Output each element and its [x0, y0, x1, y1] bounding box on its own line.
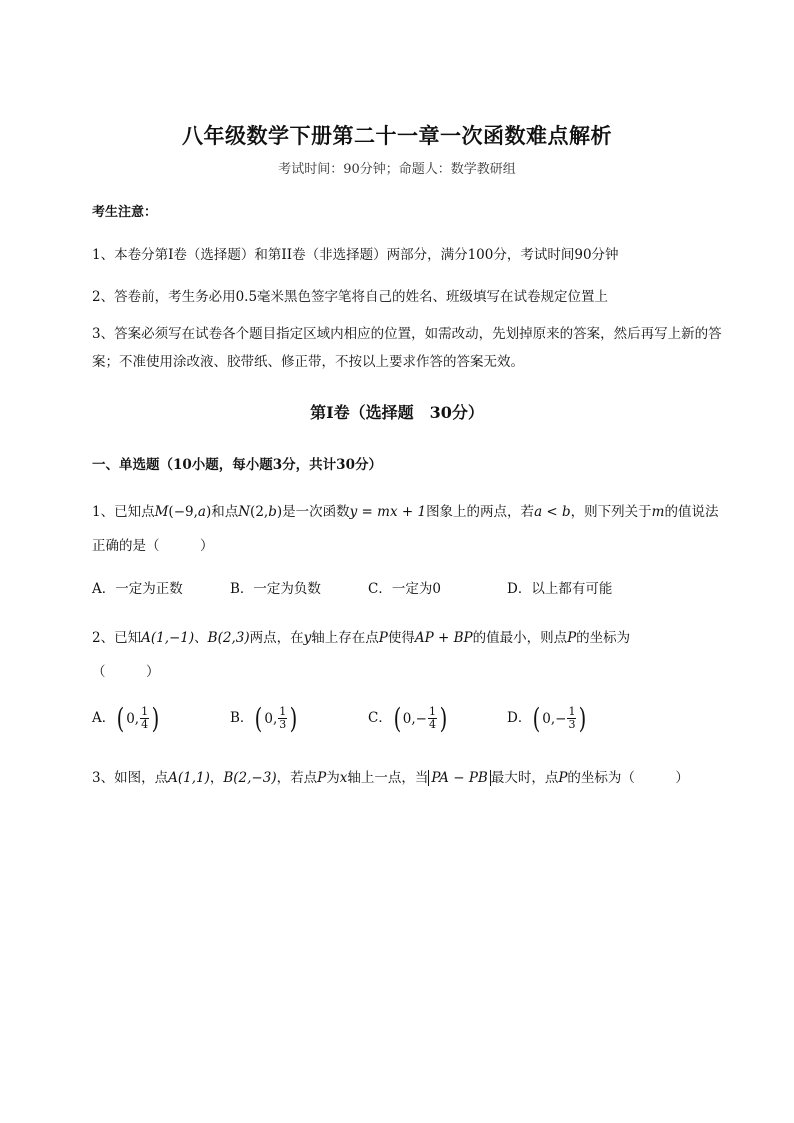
q1-option-d: D．以上都有可能	[507, 581, 613, 597]
note-item-2: 2、答卷前，考生务必用0.5毫米黑色签字笔将自己的姓名、班级填写在试卷规定位置上	[92, 289, 609, 305]
q3-point-b: B(2,−3)	[223, 770, 277, 786]
question-1-line-2: 正确的是（ ）	[92, 538, 214, 554]
option-lead: 0,	[264, 710, 278, 727]
q1-text: 的值说法	[664, 504, 719, 520]
q3-point-p: P	[317, 770, 327, 786]
q1-coord: (−9,	[168, 504, 198, 520]
q3-text: 的坐标为（ ）	[567, 770, 689, 786]
option-label: A．	[92, 710, 116, 726]
fraction: $\frac{1}{3}$	[568, 705, 576, 731]
q1-function: y = mx + 1	[349, 504, 427, 520]
notes-title: 考生注意：	[92, 205, 158, 220]
q1-var-a: a	[197, 504, 206, 520]
option-lead: 0,−	[402, 710, 427, 727]
q1-option-b: B．一定为负数	[230, 581, 321, 597]
q3-text: ，	[209, 770, 224, 786]
q3-text: 最大时，点	[490, 770, 559, 786]
note-item-1: 1、本卷分第I卷（选择题）和第II卷（非选择题）两部分，满分100分，考试时间90分钟	[92, 247, 619, 263]
q2-text: 的值最小，则点	[472, 630, 568, 646]
option-label: B．	[230, 710, 254, 726]
part-title: 一、单选题（10小题，每小题3分，共计30分）	[92, 457, 382, 473]
q1-text: 是一次函数	[282, 504, 350, 520]
q3-text: 为	[326, 770, 340, 786]
question-2-line-2: （ ）	[92, 664, 160, 680]
question-2-line-1	[92, 626, 630, 646]
q2-text: 轴上存在点	[311, 630, 379, 646]
q3-point-a: A(1,1)	[168, 770, 210, 786]
q2-point-b: B(2,3)	[207, 630, 250, 646]
q1-coord: )	[276, 504, 283, 520]
q3-text: 3、如图，点	[92, 770, 169, 786]
q3-text: ，若点	[276, 770, 318, 786]
q1-inequality: a < b	[534, 504, 571, 520]
option-label: D．	[507, 710, 532, 726]
q2-option-c: C． ( 0,− $\frac{1}{4}$ )	[368, 702, 448, 735]
q2-expression: AP + BP	[414, 630, 473, 646]
q1-text: ，则下列关于	[570, 504, 652, 520]
q3-point-p: P	[558, 770, 568, 786]
q1-point-m: M	[154, 504, 169, 520]
q1-text: 和点	[211, 504, 239, 520]
q2-point-a: A(1,−1)	[141, 630, 195, 646]
q2-option-b: B． ( 0, $\frac{1}{3}$ )	[230, 702, 298, 735]
page-title: 八年级数学下册第二十一章一次函数难点解析	[182, 123, 612, 148]
q2-point-p: P	[567, 630, 577, 646]
q2-text: 、	[194, 630, 208, 646]
q2-text: 的坐标为	[576, 630, 631, 646]
q2-axis-y: y	[303, 630, 312, 646]
q3-abs-expression: PA − PB	[428, 770, 491, 786]
q1-coord: (2,	[250, 504, 269, 520]
q2-option-a: A． ( 0, $\frac{1}{4}$ )	[92, 702, 160, 735]
question-1-line-1	[92, 500, 718, 520]
q1-text: 图象上的两点，若	[426, 504, 535, 520]
fraction: $\frac{1}{4}$	[141, 705, 149, 731]
note-item-3: 3、答案必须写在试卷各个题目指定区域内相应的位置，如需改动，先划掉原来的答案，然后再写上新的答案；不准使用涂改液、胶带纸、修正带，不按以上要求作答的答案无效。	[92, 326, 722, 370]
q1-coord: )	[205, 504, 212, 520]
q1-option-c: C．一定为0	[368, 581, 441, 597]
section-title: 第I卷（选择题 30分）	[310, 403, 484, 422]
q2-option-d: D． ( 0,− $\frac{1}{3}$ )	[507, 702, 587, 735]
q1-point-n: N	[238, 504, 251, 520]
q1-var-m: m	[651, 504, 665, 520]
q1-text: 1、已知点	[92, 504, 155, 520]
q2-text: 使得	[387, 630, 415, 646]
q2-point-p: P	[378, 630, 388, 646]
q2-text: 2、已知	[92, 630, 142, 646]
q3-axis-x: x	[339, 770, 348, 786]
question-3-line-1	[92, 766, 689, 786]
option-label: C．	[368, 710, 392, 726]
option-lead: 0,	[126, 710, 140, 727]
q3-text: 轴上一点，当	[347, 770, 429, 786]
q1-option-a: A．一定为正数	[92, 581, 183, 597]
fraction: $\frac{1}{3}$	[279, 705, 287, 731]
option-lead: 0,−	[542, 710, 567, 727]
fraction: $\frac{1}{4}$	[428, 705, 436, 731]
q1-var-b: b	[268, 504, 277, 520]
page-subtitle: 考试时间：90分钟；命题人：数学教研组	[278, 162, 516, 177]
q2-text: 两点，在	[249, 630, 304, 646]
